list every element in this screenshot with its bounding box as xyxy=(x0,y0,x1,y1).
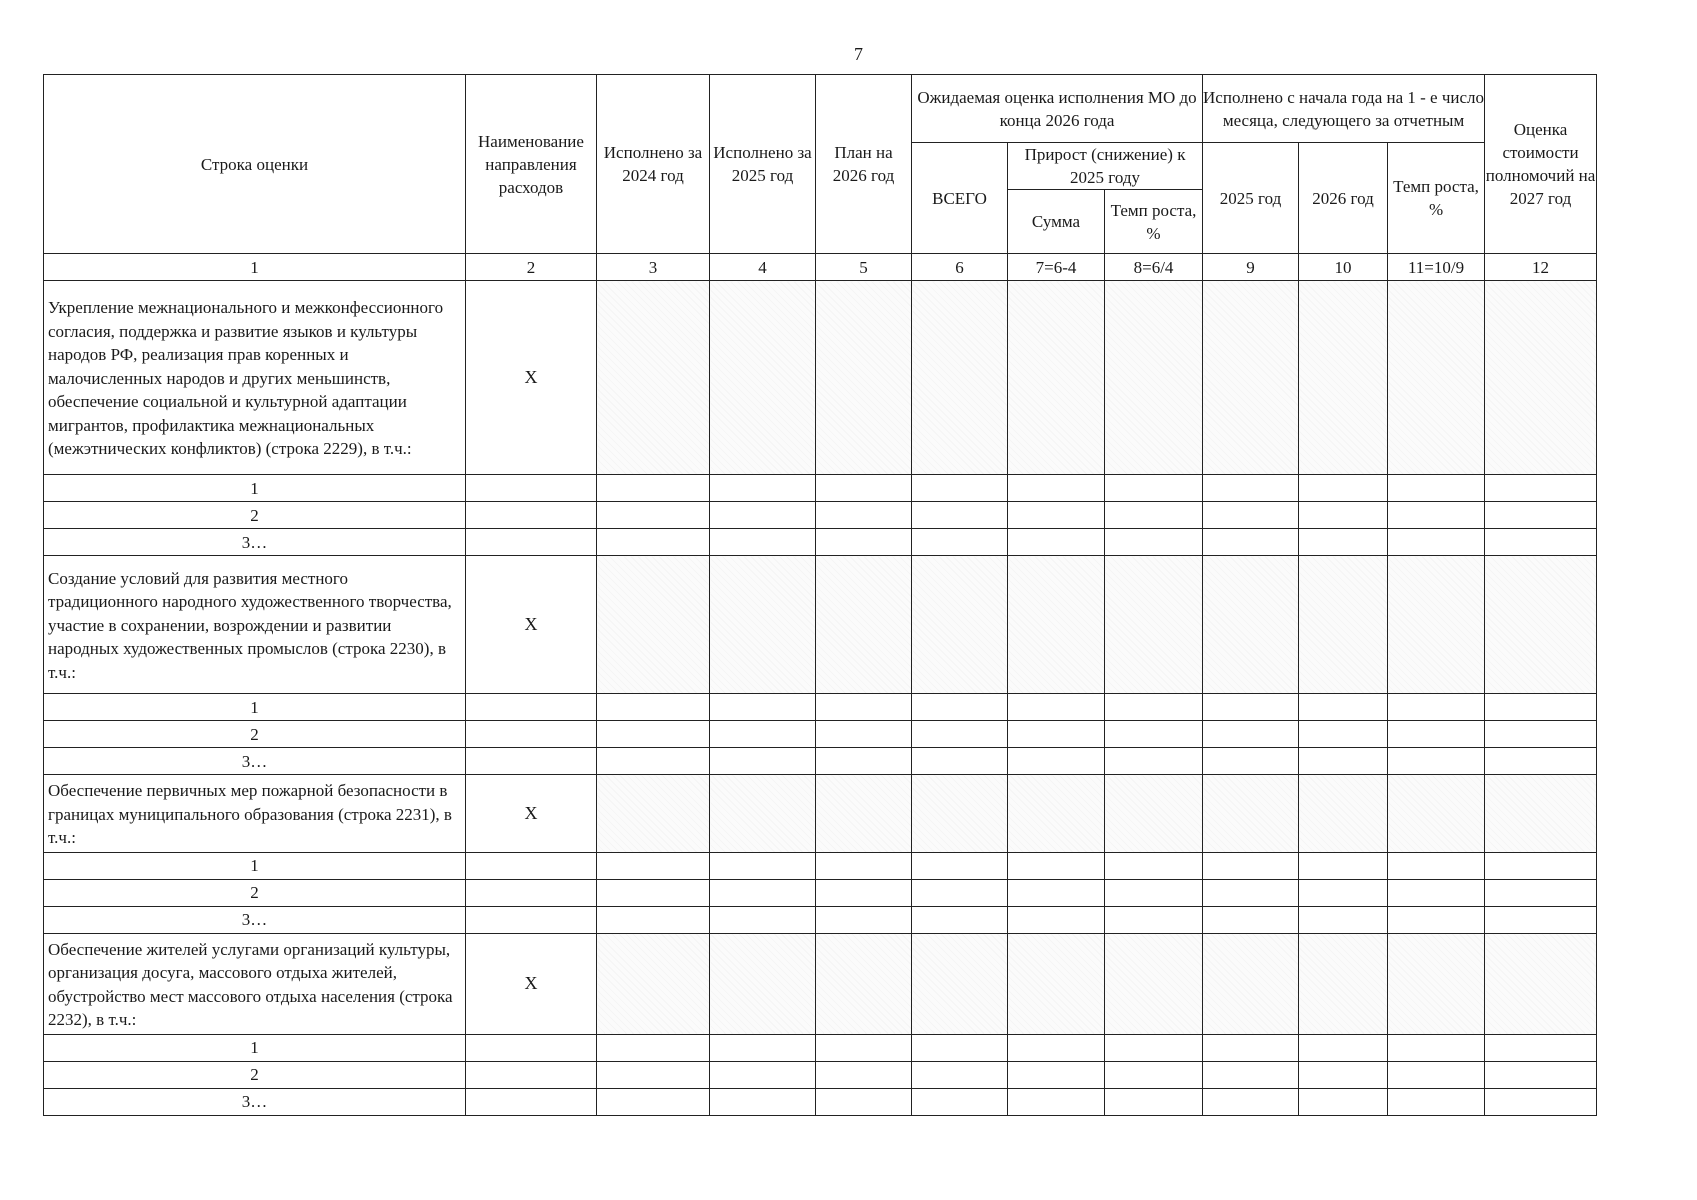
empty-cell xyxy=(912,281,1008,475)
empty-cell xyxy=(912,906,1008,933)
section-mark: X xyxy=(466,281,597,475)
column-number: 2 xyxy=(466,254,597,281)
empty-cell xyxy=(1105,748,1203,775)
empty-cell xyxy=(1105,852,1203,879)
empty-cell xyxy=(597,556,710,694)
empty-cell xyxy=(1008,748,1105,775)
empty-cell xyxy=(1203,721,1299,748)
empty-cell xyxy=(1203,1034,1299,1061)
empty-cell xyxy=(1299,1088,1388,1115)
empty-cell xyxy=(1105,529,1203,556)
sub-row-number: 3… xyxy=(44,1088,466,1115)
empty-cell xyxy=(1299,281,1388,475)
empty-cell xyxy=(1203,852,1299,879)
empty-cell xyxy=(710,933,816,1034)
empty-cell xyxy=(1008,281,1105,475)
empty-cell xyxy=(466,694,597,721)
sub-row-number: 1 xyxy=(44,852,466,879)
empty-cell xyxy=(1299,852,1388,879)
empty-cell xyxy=(1203,502,1299,529)
empty-cell xyxy=(912,1088,1008,1115)
sub-row xyxy=(44,748,1597,775)
empty-cell xyxy=(710,694,816,721)
empty-cell xyxy=(1485,748,1597,775)
empty-cell xyxy=(1203,1061,1299,1088)
empty-cell xyxy=(1008,1034,1105,1061)
empty-cell xyxy=(912,529,1008,556)
header-temp-rosta: Темп роста, % xyxy=(1105,190,1203,254)
sub-row xyxy=(44,1034,1597,1061)
empty-cell xyxy=(597,281,710,475)
empty-cell xyxy=(816,748,912,775)
empty-cell xyxy=(1388,852,1485,879)
empty-cell xyxy=(816,1061,912,1088)
header-vsego: ВСЕГО xyxy=(912,143,1008,254)
empty-cell xyxy=(912,879,1008,906)
empty-cell xyxy=(912,775,1008,853)
empty-cell xyxy=(710,1088,816,1115)
empty-cell xyxy=(710,1061,816,1088)
sub-row xyxy=(44,475,1597,502)
sub-row-number: 2 xyxy=(44,879,466,906)
column-number: 7=6-4 xyxy=(1008,254,1105,281)
empty-cell xyxy=(466,1088,597,1115)
section-title: Создание условий для развития местного традиционного народного художественного творчества, участие в сохранении, возрождении и развитии народных художественных промыслов (строка 2230), в т.ч.: xyxy=(44,556,466,694)
empty-cell xyxy=(912,721,1008,748)
empty-cell xyxy=(1008,852,1105,879)
empty-cell xyxy=(1008,694,1105,721)
empty-cell xyxy=(1485,502,1597,529)
empty-cell xyxy=(1105,775,1203,853)
header-year-2026: 2026 год xyxy=(1299,143,1388,254)
sub-row-number: 3… xyxy=(44,748,466,775)
header-ocenka-2027: Оценка стоимости полномочий на 2027 год xyxy=(1485,75,1597,254)
empty-cell xyxy=(1008,906,1105,933)
empty-cell xyxy=(1299,721,1388,748)
column-number: 6 xyxy=(912,254,1008,281)
empty-cell xyxy=(597,721,710,748)
header-temp-rosta-2: Темп роста, % xyxy=(1388,143,1485,254)
section-mark: X xyxy=(466,775,597,853)
empty-cell xyxy=(710,852,816,879)
column-number: 4 xyxy=(710,254,816,281)
empty-cell xyxy=(1485,879,1597,906)
header-naimenovanie: Наименование направления расходов xyxy=(466,75,597,254)
empty-cell xyxy=(1105,556,1203,694)
header-summa: Сумма xyxy=(1008,190,1105,254)
empty-cell xyxy=(816,933,912,1034)
empty-cell xyxy=(912,694,1008,721)
empty-cell xyxy=(816,1088,912,1115)
empty-cell xyxy=(710,1034,816,1061)
column-number: 8=6/4 xyxy=(1105,254,1203,281)
section-title: Укрепление межнационального и межконфессионного согласия, поддержка и развитие языков и культуры народов РФ, реализация прав коренных и малочисленных народов и других меньшинств, обеспечение социальной и культурной адаптации мигрантов, профилактика межнациональных (межэтнических конфликтов) (строка 2229), в т.ч.: xyxy=(44,281,466,475)
section-row xyxy=(44,933,1597,1034)
header-isp-2024: Исполнено за 2024 год xyxy=(597,75,710,254)
section-mark: X xyxy=(466,556,597,694)
empty-cell xyxy=(710,529,816,556)
section-mark: X xyxy=(466,933,597,1034)
empty-cell xyxy=(1299,748,1388,775)
sub-row xyxy=(44,529,1597,556)
sub-row-number: 3… xyxy=(44,906,466,933)
sub-row-number: 1 xyxy=(44,1034,466,1061)
sub-row xyxy=(44,1061,1597,1088)
empty-cell xyxy=(1299,694,1388,721)
empty-cell xyxy=(816,556,912,694)
empty-cell xyxy=(1485,1088,1597,1115)
section-row xyxy=(44,775,1597,853)
empty-cell xyxy=(466,906,597,933)
empty-cell xyxy=(816,502,912,529)
sub-row xyxy=(44,694,1597,721)
empty-cell xyxy=(466,529,597,556)
empty-cell xyxy=(1299,529,1388,556)
empty-cell xyxy=(597,1061,710,1088)
empty-cell xyxy=(1299,775,1388,853)
empty-cell xyxy=(466,879,597,906)
empty-cell xyxy=(1299,1061,1388,1088)
empty-cell xyxy=(1388,721,1485,748)
empty-cell xyxy=(1105,906,1203,933)
empty-cell xyxy=(1388,502,1485,529)
empty-cell xyxy=(912,556,1008,694)
column-number: 1 xyxy=(44,254,466,281)
empty-cell xyxy=(1388,281,1485,475)
empty-cell xyxy=(1485,906,1597,933)
empty-cell xyxy=(1105,1034,1203,1061)
empty-cell xyxy=(1105,933,1203,1034)
empty-cell xyxy=(1388,748,1485,775)
empty-cell xyxy=(710,502,816,529)
empty-cell xyxy=(1203,933,1299,1034)
column-number: 3 xyxy=(597,254,710,281)
empty-cell xyxy=(710,775,816,853)
empty-cell xyxy=(710,556,816,694)
empty-cell xyxy=(466,502,597,529)
empty-cell xyxy=(1388,1034,1485,1061)
empty-cell xyxy=(1203,1088,1299,1115)
empty-cell xyxy=(710,475,816,502)
empty-cell xyxy=(1485,1061,1597,1088)
empty-cell xyxy=(1388,529,1485,556)
empty-cell xyxy=(1008,721,1105,748)
empty-cell xyxy=(1485,694,1597,721)
sub-row xyxy=(44,1088,1597,1115)
empty-cell xyxy=(466,1061,597,1088)
empty-cell xyxy=(597,1088,710,1115)
column-number: 10 xyxy=(1299,254,1388,281)
empty-cell xyxy=(912,475,1008,502)
section-title: Обеспечение жителей услугами организаций культуры, организация досуга, массового отдыха жителей, обустройство мест массового отдыха населения (строка 2232), в т.ч.: xyxy=(44,933,466,1034)
empty-cell xyxy=(1105,475,1203,502)
empty-cell xyxy=(912,748,1008,775)
empty-cell xyxy=(1203,879,1299,906)
empty-cell xyxy=(710,879,816,906)
column-number-row xyxy=(44,254,1597,281)
empty-cell xyxy=(816,475,912,502)
empty-cell xyxy=(597,529,710,556)
empty-cell xyxy=(1105,694,1203,721)
header-stroka: Строка оценки xyxy=(44,75,466,254)
page-number: 7 xyxy=(854,44,863,64)
empty-cell xyxy=(1388,556,1485,694)
empty-cell xyxy=(1299,556,1388,694)
empty-cell xyxy=(710,906,816,933)
empty-cell xyxy=(597,502,710,529)
empty-cell xyxy=(1008,775,1105,853)
empty-cell xyxy=(1105,721,1203,748)
sub-row-number: 1 xyxy=(44,475,466,502)
sub-row-number: 2 xyxy=(44,502,466,529)
sub-row-number: 1 xyxy=(44,694,466,721)
header-prirost: Прирост (снижение) к 2025 году xyxy=(1008,143,1203,190)
empty-cell xyxy=(1299,475,1388,502)
empty-cell xyxy=(1299,502,1388,529)
empty-cell xyxy=(1105,1088,1203,1115)
empty-cell xyxy=(1485,475,1597,502)
empty-cell xyxy=(1485,281,1597,475)
empty-cell xyxy=(816,1034,912,1061)
empty-cell xyxy=(597,775,710,853)
empty-cell xyxy=(1203,748,1299,775)
empty-cell xyxy=(710,281,816,475)
empty-cell xyxy=(1388,879,1485,906)
section-row xyxy=(44,281,1597,475)
empty-cell xyxy=(1485,721,1597,748)
empty-cell xyxy=(710,721,816,748)
empty-cell xyxy=(1299,1034,1388,1061)
empty-cell xyxy=(710,748,816,775)
empty-cell xyxy=(816,721,912,748)
empty-cell xyxy=(1203,694,1299,721)
section-row xyxy=(44,556,1597,694)
empty-cell xyxy=(1485,529,1597,556)
empty-cell xyxy=(1388,694,1485,721)
header-plan-2026: План на 2026 год xyxy=(816,75,912,254)
empty-cell xyxy=(1008,1061,1105,1088)
empty-cell xyxy=(1388,1088,1485,1115)
empty-cell xyxy=(597,748,710,775)
empty-cell xyxy=(1105,879,1203,906)
header-year-2025: 2025 год xyxy=(1203,143,1299,254)
empty-cell xyxy=(1105,1061,1203,1088)
empty-cell xyxy=(466,1034,597,1061)
empty-cell xyxy=(1203,556,1299,694)
empty-cell xyxy=(1203,475,1299,502)
empty-cell xyxy=(1485,933,1597,1034)
sub-row xyxy=(44,721,1597,748)
empty-cell xyxy=(1008,529,1105,556)
empty-cell xyxy=(1008,933,1105,1034)
sub-row xyxy=(44,906,1597,933)
sub-row xyxy=(44,502,1597,529)
empty-cell xyxy=(816,694,912,721)
empty-cell xyxy=(466,748,597,775)
column-number: 11=10/9 xyxy=(1388,254,1485,281)
empty-cell xyxy=(597,879,710,906)
empty-cell xyxy=(1485,775,1597,853)
column-number: 9 xyxy=(1203,254,1299,281)
header-ozhidaemaya: Ожидаемая оценка исполнения МО до конца 2026 года xyxy=(912,75,1203,143)
header-ispolneno-s-nachala: Исполнено с начала года на 1 - е число месяца, следующего за отчетным xyxy=(1203,75,1485,143)
empty-cell xyxy=(816,906,912,933)
empty-cell xyxy=(597,475,710,502)
empty-cell xyxy=(816,852,912,879)
empty-cell xyxy=(1485,1034,1597,1061)
empty-cell xyxy=(1008,475,1105,502)
empty-cell xyxy=(1388,933,1485,1034)
empty-cell xyxy=(1203,775,1299,853)
header-isp-2025: Исполнено за 2025 год xyxy=(710,75,816,254)
empty-cell xyxy=(1299,906,1388,933)
section-title: Обеспечение первичных мер пожарной безопасности в границах муниципального образования (строка 2231), в т.ч.: xyxy=(44,775,466,853)
empty-cell xyxy=(1203,529,1299,556)
empty-cell xyxy=(912,933,1008,1034)
empty-cell xyxy=(1008,556,1105,694)
empty-cell xyxy=(1485,852,1597,879)
sub-row-number: 3… xyxy=(44,529,466,556)
empty-cell xyxy=(1008,502,1105,529)
empty-cell xyxy=(816,775,912,853)
empty-cell xyxy=(466,852,597,879)
empty-cell xyxy=(1388,775,1485,853)
empty-cell xyxy=(597,1034,710,1061)
empty-cell xyxy=(597,933,710,1034)
empty-cell xyxy=(1008,1088,1105,1115)
empty-cell xyxy=(1203,281,1299,475)
empty-cell xyxy=(912,1061,1008,1088)
empty-cell xyxy=(1008,879,1105,906)
empty-cell xyxy=(1203,906,1299,933)
column-number: 12 xyxy=(1485,254,1597,281)
empty-cell xyxy=(1105,281,1203,475)
empty-cell xyxy=(816,281,912,475)
empty-cell xyxy=(1388,475,1485,502)
empty-cell xyxy=(1388,1061,1485,1088)
empty-cell xyxy=(597,852,710,879)
empty-cell xyxy=(1388,906,1485,933)
empty-cell xyxy=(912,1034,1008,1061)
empty-cell xyxy=(912,502,1008,529)
empty-cell xyxy=(597,906,710,933)
empty-cell xyxy=(1299,933,1388,1034)
empty-cell xyxy=(466,721,597,748)
empty-cell xyxy=(1299,879,1388,906)
sub-row xyxy=(44,879,1597,906)
empty-cell xyxy=(1105,502,1203,529)
sub-row-number: 2 xyxy=(44,721,466,748)
column-number: 5 xyxy=(816,254,912,281)
assessment-table xyxy=(43,74,1597,1116)
sub-row-number: 2 xyxy=(44,1061,466,1088)
empty-cell xyxy=(912,852,1008,879)
empty-cell xyxy=(597,694,710,721)
empty-cell xyxy=(816,529,912,556)
sub-row xyxy=(44,852,1597,879)
empty-cell xyxy=(466,475,597,502)
empty-cell xyxy=(816,879,912,906)
empty-cell xyxy=(1485,556,1597,694)
